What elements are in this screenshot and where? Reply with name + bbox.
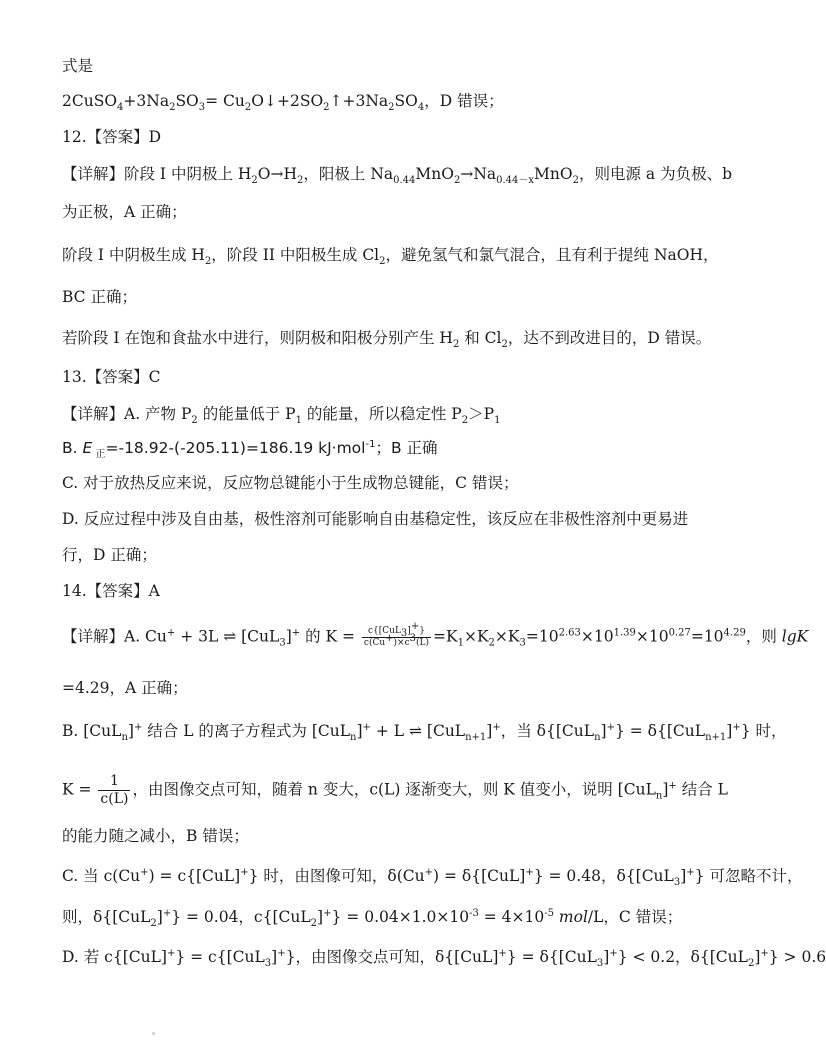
text-line-14: 行，D 正确； xyxy=(62,546,157,564)
text-line-1: 式是 xyxy=(62,57,94,75)
text-line-18: B. [CuL$_n$]+ 结合 L 的离子方程式为 [CuL$_n$]+ + L ⇌ [CuL$_{n+1}$]+，当 δ{[CuL$_n$]+} = δ{[CuL$_{n+1}$]+} 时， xyxy=(62,721,787,744)
text-line-2: $2CuSO_4+3Na_2SO_3=$ $Cu_2O↓+2SO_2↑+3Na_2SO_4$，D 错误； xyxy=(62,92,504,114)
text-line-7: BC 正确； xyxy=(62,288,137,306)
text-line-8: 若阶段 I 在饱和食盐水中进行，则阴极和阳极分别产生 $H_2$ 和 $Cl_2$，达不到改进目的，D 错误。 xyxy=(62,329,712,351)
text-line-19: K = $\frac{1}{c(L)}$ ，由图像交点可知，随着 n 变大，c(L) 逐渐变大，则 K 值变小，说明 [CuL$_n$]+ 结合 L xyxy=(62,773,728,807)
text-line-10: 【详解】A. 产物 $P_2$ 的能量低于 $P_1$ 的能量，所以稳定性 $P_2>P_1$ xyxy=(62,405,501,427)
answer-13: 13.【答案】C xyxy=(62,368,161,386)
text-line-13: D. 反应过程中涉及自由基，极性溶剂可能影响自由基稳定性，该反应在非极性溶剂中更易进 xyxy=(62,510,689,528)
answer-14: 14.【答案】A xyxy=(62,582,160,600)
text-line-17: =4.29，A 正确； xyxy=(62,679,188,697)
text-line-23: D. 若 c{[CuL]+} = c{[CuL$_3$]+}，由图像交点可知，δ{[CuL]+} = δ{[CuL$_3$]+} < 0.2，δ{[CuL$_2$]+} > 0.6 xyxy=(62,947,826,970)
text-line-5: 为正极，A 正确； xyxy=(62,203,187,221)
text-line-21: C. 当 c(Cu+) = c{[CuL]+} 时，由图像可知，δ(Cu+) = δ{[CuL]+} = 0.48，δ{[CuL$_3$]+} 可忽略不计， xyxy=(62,866,803,889)
text-line-22: 则，δ{[CuL$_2$]+} = 0.04，$c\{[CuL_2]^+\} = 0.04\times 1.0\times 10^{-3} = 4\times 10^{-5}$ mol/L，C 错误； xyxy=(62,907,683,930)
text-line-6: 阶段 I 中阴极生成 $H_2$，阶段 II 中阳极生成 $Cl_2$，避免氢气和氯气混合，且有利于提纯 NaOH， xyxy=(62,246,719,268)
speck-mark xyxy=(152,1032,155,1035)
text-line-16: 【详解】A. Cu+ + 3L ⇌ [CuL$_3$]+ 的 K = $\frac{c\{[CuL_3]^+\}}{c(Cu^+)\times c^3(L)}$ $=K_1\times K_2\times K_3=10^{2.63}\times 10^{1.39}\times 10^{0.27}=10^{4.29}$，则 lgK xyxy=(62,621,809,649)
k-fraction: $\frac{1}{c(L)}$ xyxy=(100,773,129,807)
text-line-20: 的能力随之减小，B 错误； xyxy=(62,827,249,845)
equilibrium-fraction: $\frac{c\{[CuL_3]^+\}}{c(Cu^+)\times c^3(L)}$ xyxy=(363,621,430,648)
text-line-4: 【详解】阶段 I 中阴极上 $H_2O\to H_2$，阳极上 $Na_{0.44}MnO_2\to Na_{0.44-x}MnO_2$，则电源 a 为负极、b xyxy=(62,165,732,187)
text-line-12: C. 对于放热反应来说，反应物总键能小于生成物总键能，C 错误； xyxy=(62,474,519,492)
answer-12: 12.【答案】D xyxy=(62,128,162,146)
text-line-11: B. E $_正$=-18.92-(-205.11)=186.19 kJ·mol$^{-1}$；B 正确 xyxy=(62,438,438,461)
